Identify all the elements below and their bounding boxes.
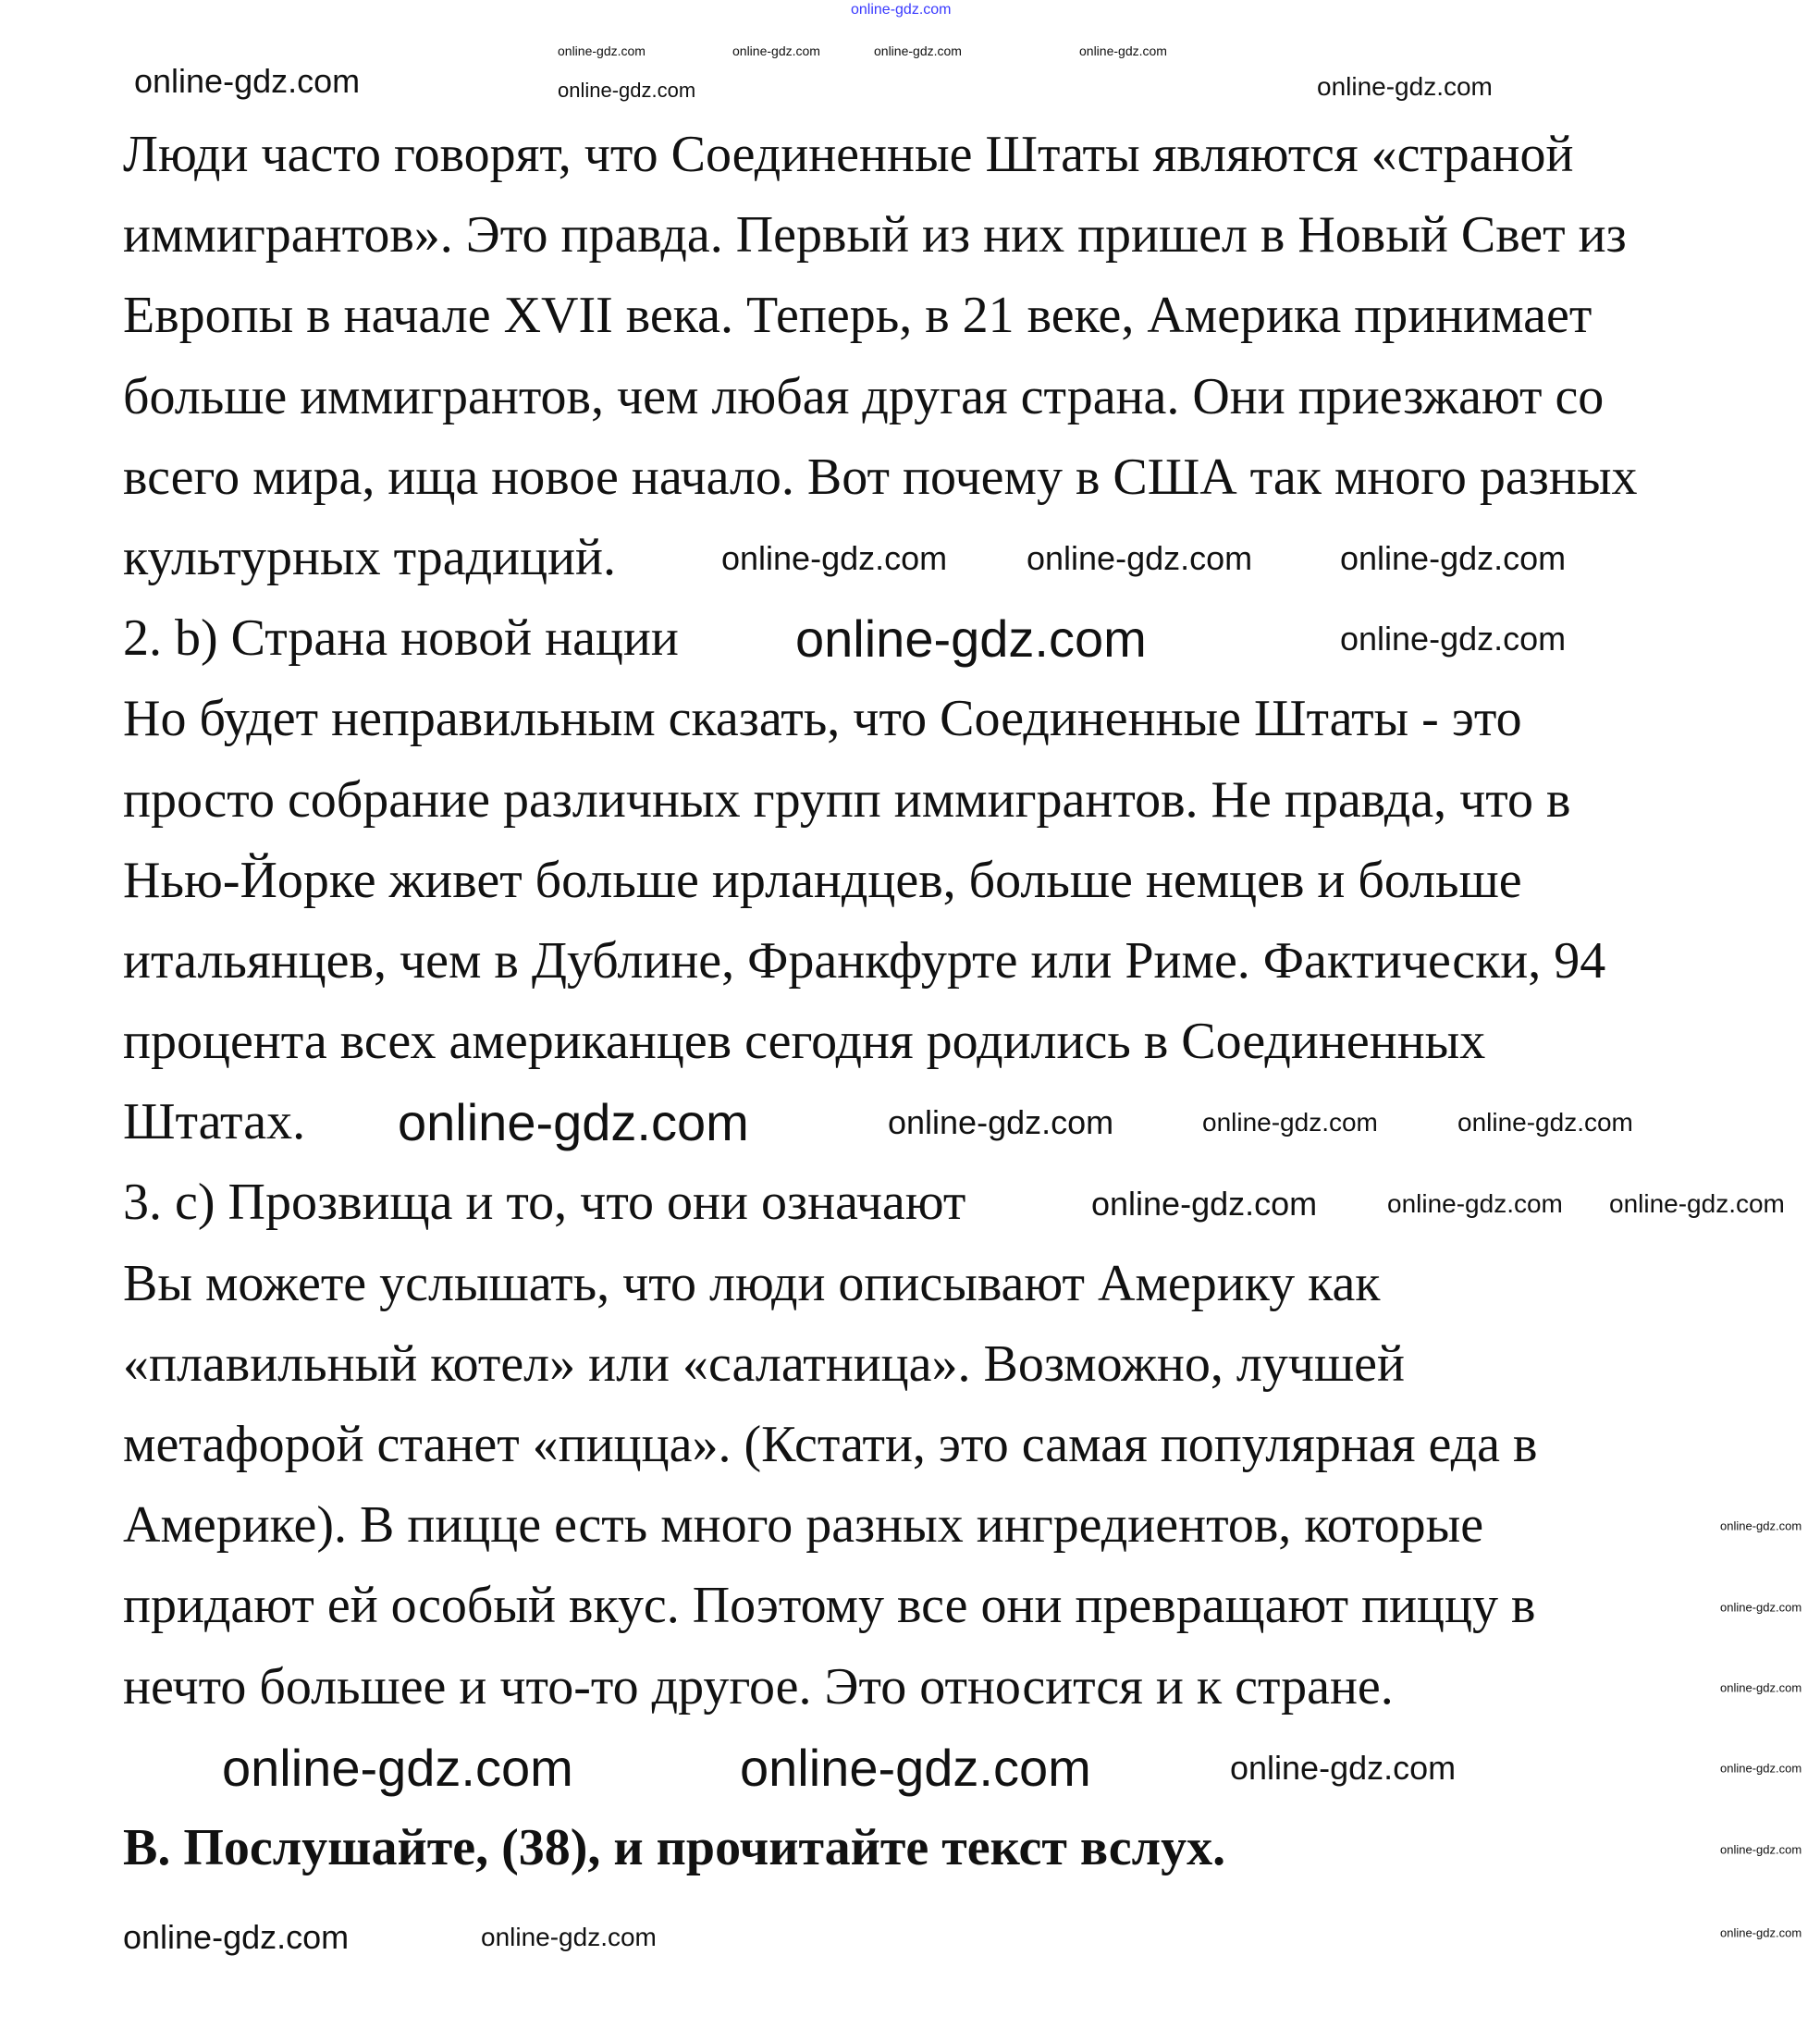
watermark: online-gdz.com [1457, 1108, 1633, 1137]
text-line: метафорой станет «пицца». (Кстати, это самая популярная еда в [123, 1416, 1538, 1473]
watermark: online-gdz.com [1720, 1680, 1802, 1695]
watermark: online-gdz.com [398, 1093, 749, 1151]
watermark: online-gdz.com [1720, 1925, 1802, 1940]
text-line: всего мира, ища новое начало. Вот почему в США так много разных [123, 448, 1638, 506]
watermark: online-gdz.com [1720, 1600, 1802, 1615]
watermark: online-gdz.com [558, 43, 646, 58]
document-body [123, 115, 1788, 1888]
watermark: online-gdz.com [1340, 620, 1567, 658]
text-line: процента всех американцев сегодня родились в Соединенных [123, 1013, 1486, 1071]
text-line: Люди часто говорят, что Соединенные Штаты являются «страной [123, 126, 1574, 183]
watermark: online-gdz.com [481, 1923, 657, 1951]
watermark: online-gdz.com [1387, 1189, 1563, 1218]
text-line: Но будет неправильным сказать, что Соединенные Штаты - это [123, 690, 1522, 748]
watermark: online-gdz.com [1720, 1519, 1802, 1533]
text-line: итальянцев, чем в Дублине, Франкфурте или Риме. Фактически, 94 [123, 931, 1606, 990]
watermark: online-gdz.com [134, 62, 361, 100]
text-line: больше иммигрантов, чем любая другая страна. Они приезжают со [123, 367, 1605, 425]
watermark: online-gdz.com [1230, 1749, 1457, 1787]
text-line: Вы можете услышать, что люди описывают Америку как [123, 1254, 1381, 1312]
watermark: online-gdz.com [1609, 1189, 1785, 1218]
watermark: online-gdz.com [740, 1739, 1091, 1797]
text-line: Америке). В пицце есть много разных ингредиентов, которые [123, 1496, 1484, 1555]
watermark: online-gdz.com [795, 609, 1147, 668]
watermark: online-gdz.com [1091, 1185, 1318, 1223]
text-line: культурных традиций. [123, 528, 617, 586]
watermark: online-gdz.com [1027, 539, 1253, 577]
text-line: Нью-Йорке живет больше ирландцев, больше немцев и больше [123, 851, 1522, 909]
watermark: online-gdz.com [732, 43, 820, 58]
watermark: online-gdz.com [1340, 539, 1567, 577]
watermark: online-gdz.com [1202, 1108, 1378, 1137]
text-line: просто собрание различных групп иммигрантов. Не правда, что в [123, 770, 1571, 829]
text-line: придают ей особый вкус. Поэтому все они превращают пиццу в [123, 1577, 1536, 1635]
section-heading: 3. c) Прозвища и то, что они означают [123, 1174, 966, 1232]
text-line: иммигрантов». Это правда. Первый из них пришел в Новый Свет из [123, 206, 1627, 264]
watermark: online-gdz.com [1720, 1842, 1802, 1857]
watermark: online-gdz.com [851, 2, 952, 18]
watermark: online-gdz.com [123, 1918, 350, 1956]
task-heading: B. Послушайте, (38), и прочитайте текст вслух. [123, 1818, 1226, 1876]
watermark: online-gdz.com [1079, 43, 1167, 58]
watermark: online-gdz.com [888, 1103, 1114, 1141]
watermark: online-gdz.com [721, 539, 948, 577]
text-line: «плавильный котел» или «салатница». Возможно, лучшей [123, 1334, 1405, 1393]
watermark: online-gdz.com [222, 1739, 573, 1797]
watermark: online-gdz.com [1720, 1761, 1802, 1776]
watermark: online-gdz.com [558, 79, 696, 102]
text-line: Штатах. [123, 1093, 306, 1151]
watermark: online-gdz.com [874, 43, 962, 58]
text-line: Европы в начале XVII века. Теперь, в 21 веке, Америка принимает [123, 287, 1592, 345]
text-line: нечто большее и что-то другое. Это относится и к стране. [123, 1657, 1394, 1715]
watermark: online-gdz.com [1317, 72, 1493, 101]
section-heading: 2. b) Страна новой нации [123, 609, 679, 668]
